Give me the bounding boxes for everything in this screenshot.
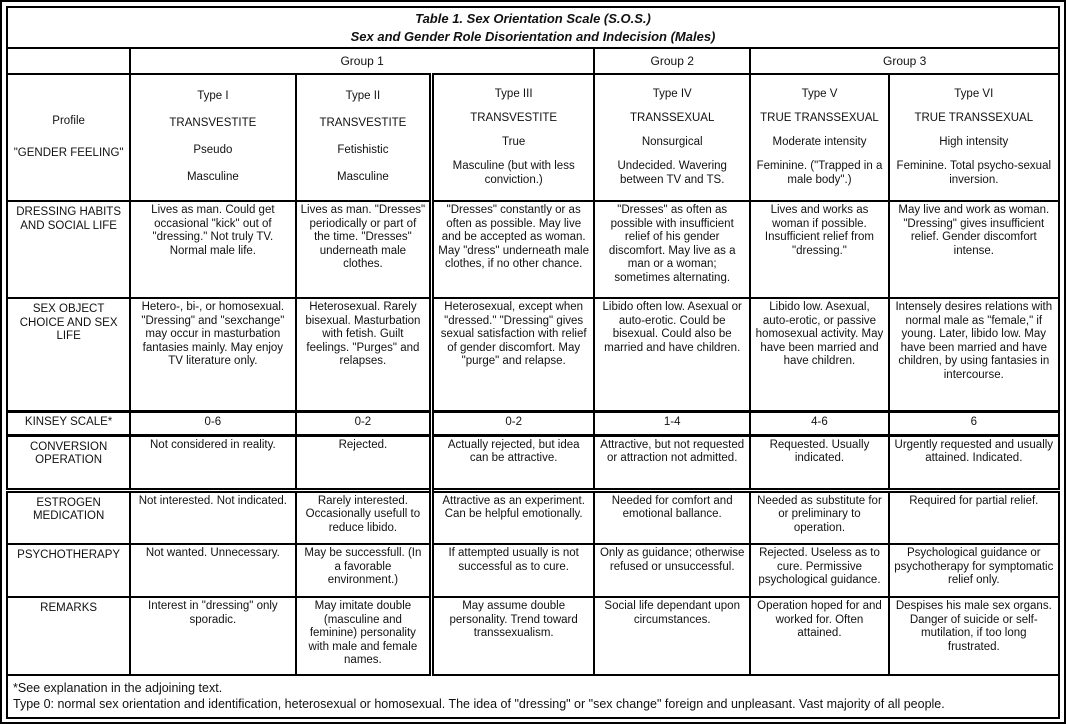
- cell-type-v: Operation hoped for and worked for. Often attained.: [750, 597, 888, 675]
- type-name: TRUE TRANSSEXUAL: [760, 111, 879, 124]
- cell-type-i: 0-6: [130, 411, 295, 435]
- cell-type-iii: "Dresses" constantly or as often as possible. May live and be accepted as woman. May "dress" underneath male clothes, if no other chance.: [432, 201, 594, 298]
- row-sex-object-choice: [7, 298, 1059, 411]
- cell-type-i: Not interested. Not indicated.: [130, 490, 295, 544]
- type-name: TRUE TRANSSEXUAL: [914, 111, 1034, 124]
- type-gender-feeling: Masculine: [186, 171, 239, 184]
- cell-type-iv: 1-4: [594, 411, 750, 435]
- sex-orientation-scale-table: [6, 6, 1060, 719]
- profile-label-stack: [12, 77, 125, 198]
- type-subtype: Moderate intensity: [772, 136, 867, 149]
- cell-type-v: Rejected. Useless as to cure. Permissive psychological guidance.: [750, 544, 888, 597]
- type-heading: Type I: [197, 90, 229, 103]
- cell-type-ii: May imitate double (masculine and feminine) personality with male and female names.: [296, 597, 432, 675]
- cell-type-vi: Psychological guidance or psychotherapy for symptomatic relief only.: [889, 544, 1059, 597]
- footnote-line1: *See explanation in the adjoining text.: [13, 680, 223, 695]
- footnote: [7, 675, 1059, 718]
- row-remarks: [7, 597, 1059, 675]
- row-kinsey-scale: [7, 411, 1059, 435]
- cell-type-iii: Actually rejected, but idea can be attractive.: [432, 435, 594, 490]
- table-title-line2: Sex and Gender Role Disorientation and Indecision (Males): [350, 28, 716, 44]
- table-title: [7, 7, 1059, 48]
- type-subtype: True: [502, 136, 526, 149]
- type-heading: Type IV: [652, 87, 692, 100]
- profile-cell-type-v: [750, 74, 888, 201]
- type-gender-feeling: Feminine. ("Trapped in a male body".): [756, 160, 883, 186]
- profile-label-line2: "GENDER FEELING": [13, 146, 124, 159]
- profile-row-label: [7, 74, 130, 201]
- cell-type-iv: Needed for comfort and emotional ballance.: [594, 490, 750, 544]
- cell-type-ii: Lives as man. "Dresses" periodically or part of the time. "Dresses" underneath male clothes.: [296, 201, 432, 298]
- type-heading: Type II: [345, 90, 381, 103]
- type-heading: Type III: [494, 87, 533, 100]
- row-estrogen-medication: [7, 490, 1059, 544]
- type-subtype: Fetishistic: [337, 144, 389, 157]
- row-psychotherapy: [7, 544, 1059, 597]
- cell-type-i: Interest in "dressing" only sporadic.: [130, 597, 295, 675]
- profile-row: [7, 74, 1059, 201]
- cell-type-vi: Intensely desires relations with normal male as "female," if young. Later, libido low. May have been married and have children, by using fantasies in intercourse.: [889, 298, 1059, 411]
- cell-type-iii: If attempted usually is not successful as to cure.: [432, 544, 594, 597]
- footnote-line2: Type 0: normal sex orientation and identification, heterosexual or homosexual. The idea of "dressing" or "sex change" foreign and unpleasant. Vast majority of all people.: [13, 696, 945, 711]
- cell-type-iv: Attractive, but not requested or attraction not admitted.: [594, 435, 750, 490]
- row-conversion-operation: [7, 435, 1059, 490]
- cell-type-vi: May live and work as woman. "Dressing" gives insufficient relief. Gender discomfort intense.: [889, 201, 1059, 298]
- cell-type-i: Hetero-, bi-, or homosexual. "Dressing" and "sexchange" may occur in masturbation fantasies mainly. May enjoy TV literature only.: [130, 298, 295, 411]
- type-name: TRANSVESTITE: [319, 117, 407, 130]
- cell-type-iii: Attractive as an experiment. Can be helpful emotionally.: [432, 490, 594, 544]
- cell-type-iii: May assume double personality. Trend toward transsexualism.: [432, 597, 594, 675]
- cell-type-vi: Despises his male sex organs. Danger of suicide or self-mutilation, if too long frustrated.: [889, 597, 1059, 675]
- cell-type-v: Libido low. Asexual, auto-erotic, or passive homosexual activity. May have been married and have children.: [750, 298, 888, 411]
- group-header-row: [7, 48, 1059, 74]
- cell-type-iii: 0-2: [432, 411, 594, 435]
- cell-type-iv: Social life dependant upon circumstances.: [594, 597, 750, 675]
- cell-type-iv: "Dresses" as often as possible with insufficient relief of his gender discomfort. May live as a man or a woman; sometimes alternating.: [594, 201, 750, 298]
- profile-cell-type-iv: [594, 74, 750, 201]
- cell-type-iv: Only as guidance; otherwise refused or unsuccessful.: [594, 544, 750, 597]
- cell-type-ii: May be successfull. (In a favorable environment.): [296, 544, 432, 597]
- profile-label-line1: Profile: [52, 114, 85, 127]
- group-1-header: Group 1: [130, 48, 594, 74]
- footnote-row: [7, 675, 1059, 718]
- cell-type-v: 4-6: [750, 411, 888, 435]
- cell-type-i: Lives as man. Could get occasional "kick" out of "dressing." Not truly TV. Normal male life.: [130, 201, 295, 298]
- row-label-dressing-habits: DRESSING HABITS AND SOCIAL LIFE: [7, 201, 130, 298]
- type-subtype: High intensity: [939, 136, 1009, 149]
- cell-type-ii: Rarely interested. Occasionally usefull to reduce libido.: [296, 490, 432, 544]
- type-subtype: Pseudo: [193, 144, 233, 157]
- row-label-sex-object-choice: SEX OBJECT CHOICE AND SEX LIFE: [7, 298, 130, 411]
- row-label-kinsey-scale: KINSEY SCALE*: [7, 411, 130, 435]
- row-label-estrogen-medication: ESTROGEN MEDICATION: [7, 490, 130, 544]
- cell-type-iii: Heterosexual, except when "dressed." "Dressing" gives sexual satisfaction with relief of gender discomfort. May "purge" and relapse.: [432, 298, 594, 411]
- table-title-row: [7, 7, 1059, 48]
- cell-type-ii: Heterosexual. Rarely bisexual. Masturbation with fetish. Guilt feelings. "Purges" and relapses.: [296, 298, 432, 411]
- type-name: TRANSVESTITE: [169, 117, 257, 130]
- cell-type-v: Needed as substitute for or preliminary to operation.: [750, 490, 888, 544]
- profile-cell-type-vi: [889, 74, 1059, 201]
- type-subtype: Nonsurgical: [641, 136, 703, 149]
- cell-type-i: Not wanted. Unnecessary.: [130, 544, 295, 597]
- type-gender-feeling: Masculine: [337, 171, 389, 184]
- row-label-remarks: REMARKS: [7, 597, 130, 675]
- group-3-header: Group 3: [750, 48, 1059, 74]
- group-2-header: Group 2: [594, 48, 750, 74]
- cell-type-ii: Rejected.: [296, 435, 432, 490]
- cell-type-vi: Urgently requested and usually attained. Indicated.: [889, 435, 1059, 490]
- cell-type-i: Not considered in reality.: [130, 435, 295, 490]
- type-heading: Type VI: [954, 87, 994, 100]
- type-name: TRANSVESTITE: [470, 111, 558, 124]
- type-heading: Type V: [801, 87, 838, 100]
- cell-type-iv: Libido often low. Asexual or auto-erotic. Could be bisexual. Could also be married and have children.: [594, 298, 750, 411]
- type-gender-feeling: Undecided. Wavering between TV and TS.: [617, 160, 727, 186]
- profile-cell-type-ii: [296, 74, 432, 201]
- row-dressing-habits: [7, 201, 1059, 298]
- type-name: TRANSSEXUAL: [630, 111, 715, 124]
- cell-type-v: Lives and works as woman if possible. Insufficient relief from "dressing.": [750, 201, 888, 298]
- cell-type-v: Requested. Usually indicated.: [750, 435, 888, 490]
- cell-type-vi: 6: [889, 411, 1059, 435]
- profile-cell-type-iii: [432, 74, 594, 201]
- cell-type-vi: Required for partial relief.: [889, 490, 1059, 544]
- row-label-psychotherapy: PSYCHOTHERAPY: [7, 544, 130, 597]
- group-header-spacer: [7, 48, 130, 74]
- row-label-conversion-operation: CONVERSION OPERATION: [7, 435, 130, 490]
- table-title-line1: Table 1. Sex Orientation Scale (S.O.S.): [415, 11, 651, 26]
- profile-cell-type-i: [130, 74, 295, 201]
- type-gender-feeling: Feminine. Total psycho-sexual inversion.: [896, 160, 1052, 186]
- cell-type-ii: 0-2: [296, 411, 432, 435]
- type-gender-feeling: Masculine (but with less conviction.): [452, 160, 575, 186]
